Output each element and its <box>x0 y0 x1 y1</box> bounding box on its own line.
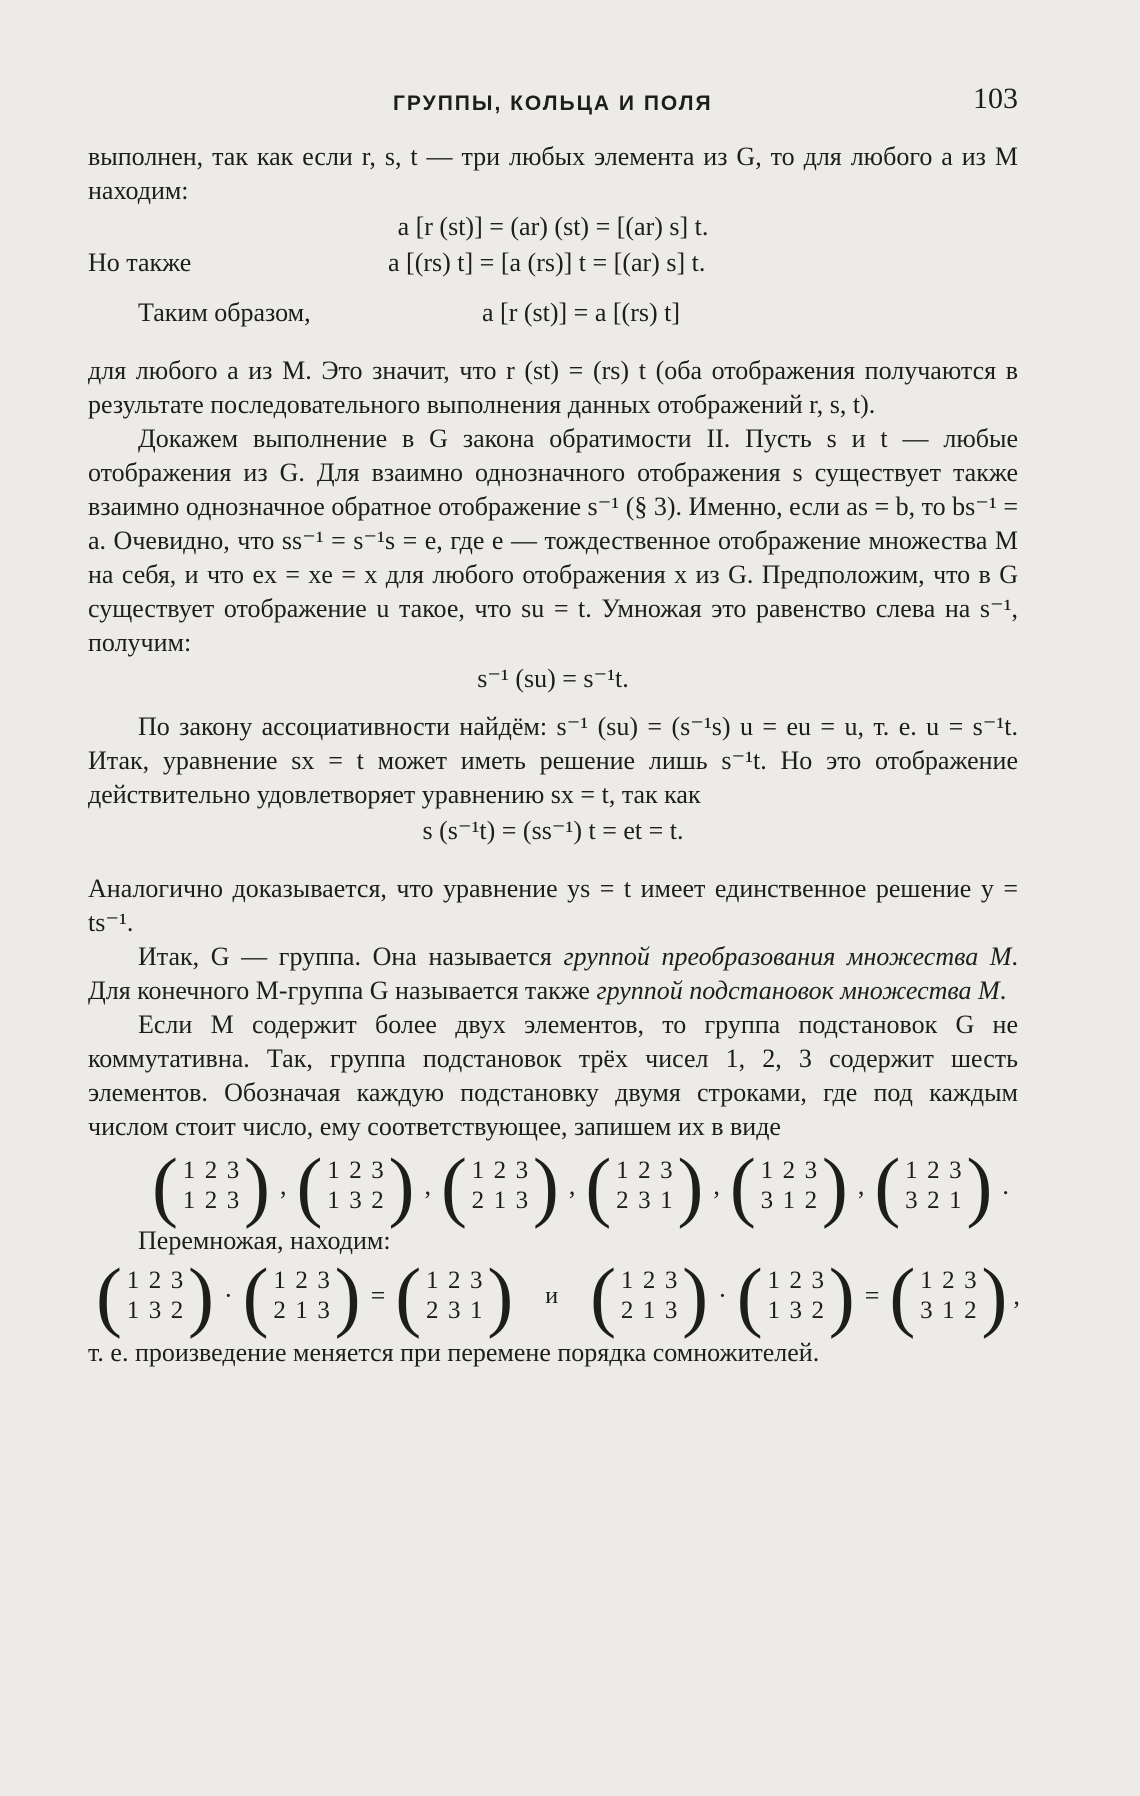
product-1-result: ( 1 2 3 2 3 1 ) <box>395 1252 514 1339</box>
formula-2: a [(rs) t] = [a (rs)] t = [(ar) s] t. <box>388 248 706 277</box>
product-equations: ( 1 2 3 1 3 2 ) · ( 1 2 3 2 1 3 ) = ( 1 2 3 2 3 1 ) и ( 1 2 3 2 1 3 ) · ( 1 2 3 1 3 2 ) = ( 1 2 3 3 1 2 ) , <box>96 1252 1020 1339</box>
permutation-matrix: ( 1 2 3 3 2 1 ) <box>874 1142 993 1229</box>
formula-5: s (s⁻¹t) = (ss⁻¹) t = et = t. <box>422 816 684 845</box>
formula-3: a [r (st)] = a [(rs) t] <box>482 298 681 327</box>
permutation-matrix: ( 1 2 3 3 1 2 ) <box>729 1142 848 1229</box>
permutation-list: ( 1 2 3 1 2 3 ) , ( 1 2 3 1 3 2 ) , ( 1 2 3 2 1 3 ) , ( 1 2 3 2 3 1 ) , ( 1 2 3 3 1 2 ) , ( 1 2 3 3 2 1 ) . <box>152 1142 1009 1229</box>
term-permutation-group: группой подстановок множества M <box>596 976 1000 1005</box>
paragraph-11: т. е. произведение меняется при перемене порядка сомножителей. <box>88 1338 820 1367</box>
paragraph-2-lead: Но также <box>88 248 192 277</box>
product-1-left: ( 1 2 3 1 3 2 ) <box>96 1252 214 1339</box>
running-header <box>88 82 1018 122</box>
paragraph-10: Перемножая, находим: <box>138 1226 391 1255</box>
permutation-matrix: ( 1 2 3 1 2 3 ) <box>152 1142 270 1229</box>
formula-1: a [r (st)] = (ar) (st) = [(ar) s] t. <box>397 212 709 241</box>
product-2-left: ( 1 2 3 2 1 3 ) <box>590 1252 709 1339</box>
paragraph-8-part-a: Итак, G — группа. Она называется <box>138 942 564 971</box>
paragraph-8-part-c: . <box>999 976 1007 1005</box>
paragraph-6: По закону ассоциативности найдём: s⁻¹ (su) = (s⁻¹s) u = eu = u, т. е. u = s⁻¹t. Итак, уравнение sx = t может иметь решение лишь s⁻¹t. Но это отображение действительно удовлетворяет уравнению sx = t, так как <box>88 712 1018 809</box>
paragraph-4: для любого a из M. Это значит, что r (st) = (rs) t (оба отображения получаются в результате последовательного выполнения данных отображений r, s, t). <box>88 356 1018 419</box>
product-1-right: ( 1 2 3 2 1 3 ) <box>242 1252 361 1339</box>
permutation-matrix: ( 1 2 3 2 3 1 ) <box>585 1142 704 1229</box>
running-title: ГРУППЫ, КОЛЬЦА И ПОЛЯ <box>393 92 713 115</box>
term-transformation-group: группой преобразования множества M <box>563 942 1012 971</box>
paragraph-7: Аналогично доказывается, что уравнение ys = t имеет единственное решение y = ts⁻¹. <box>88 874 1018 937</box>
paragraph-8-part-b: . Для конечного M-группа G называется также <box>88 942 1018 1005</box>
paragraph-1: выполнен, так как если r, s, t — три любых элемента из G, то для любого a из M находим: <box>88 142 1018 205</box>
formula-4: s⁻¹ (su) = s⁻¹t. <box>477 664 629 693</box>
page-body <box>88 140 1018 1370</box>
permutation-matrix: ( 1 2 3 2 1 3 ) <box>440 1142 559 1229</box>
and-word: и <box>545 1283 559 1309</box>
formula-line-2 <box>88 246 1018 280</box>
page-number: 103 <box>973 82 1018 115</box>
paragraph-3-lead: Таким образом, <box>138 298 311 327</box>
formula-line-3 <box>88 296 1018 330</box>
paragraph-9: Если M содержит более двух элементов, то группа подстановок G не коммутативна. Так, группа подстановок трёх чисел 1, 2, 3 содержит шесть элементов. Обозначая каждую подстановку двумя строками, где под каждым числом стоит число, ему соответствующее, запишем их в виде <box>88 1010 1018 1141</box>
product-2-right: ( 1 2 3 1 3 2 ) <box>736 1252 855 1339</box>
paragraph-5: Докажем выполнение в G закона обратимости II. Пусть s и t — любые отображения из G. Для взаимно однозначного отображения s существует также взаимно однозначное обратное отображение s⁻¹ (§ 3). Именно, если as = b, то bs⁻¹ = a. Очевидно, что ss⁻¹ = s⁻¹s = e, где e — тождественное отображение множества M на себя, и что ex = xe = x для любого отображения x из G. Предположим, что в G существует отображение u такое, что su = t. Умножая это равенство слева на s⁻¹, получим: <box>88 424 1018 657</box>
product-2-result: ( 1 2 3 3 1 2 ) <box>889 1252 1008 1339</box>
permutation-matrix: ( 1 2 3 1 3 2 ) <box>296 1142 415 1229</box>
paragraph-8 <box>88 940 1018 1008</box>
